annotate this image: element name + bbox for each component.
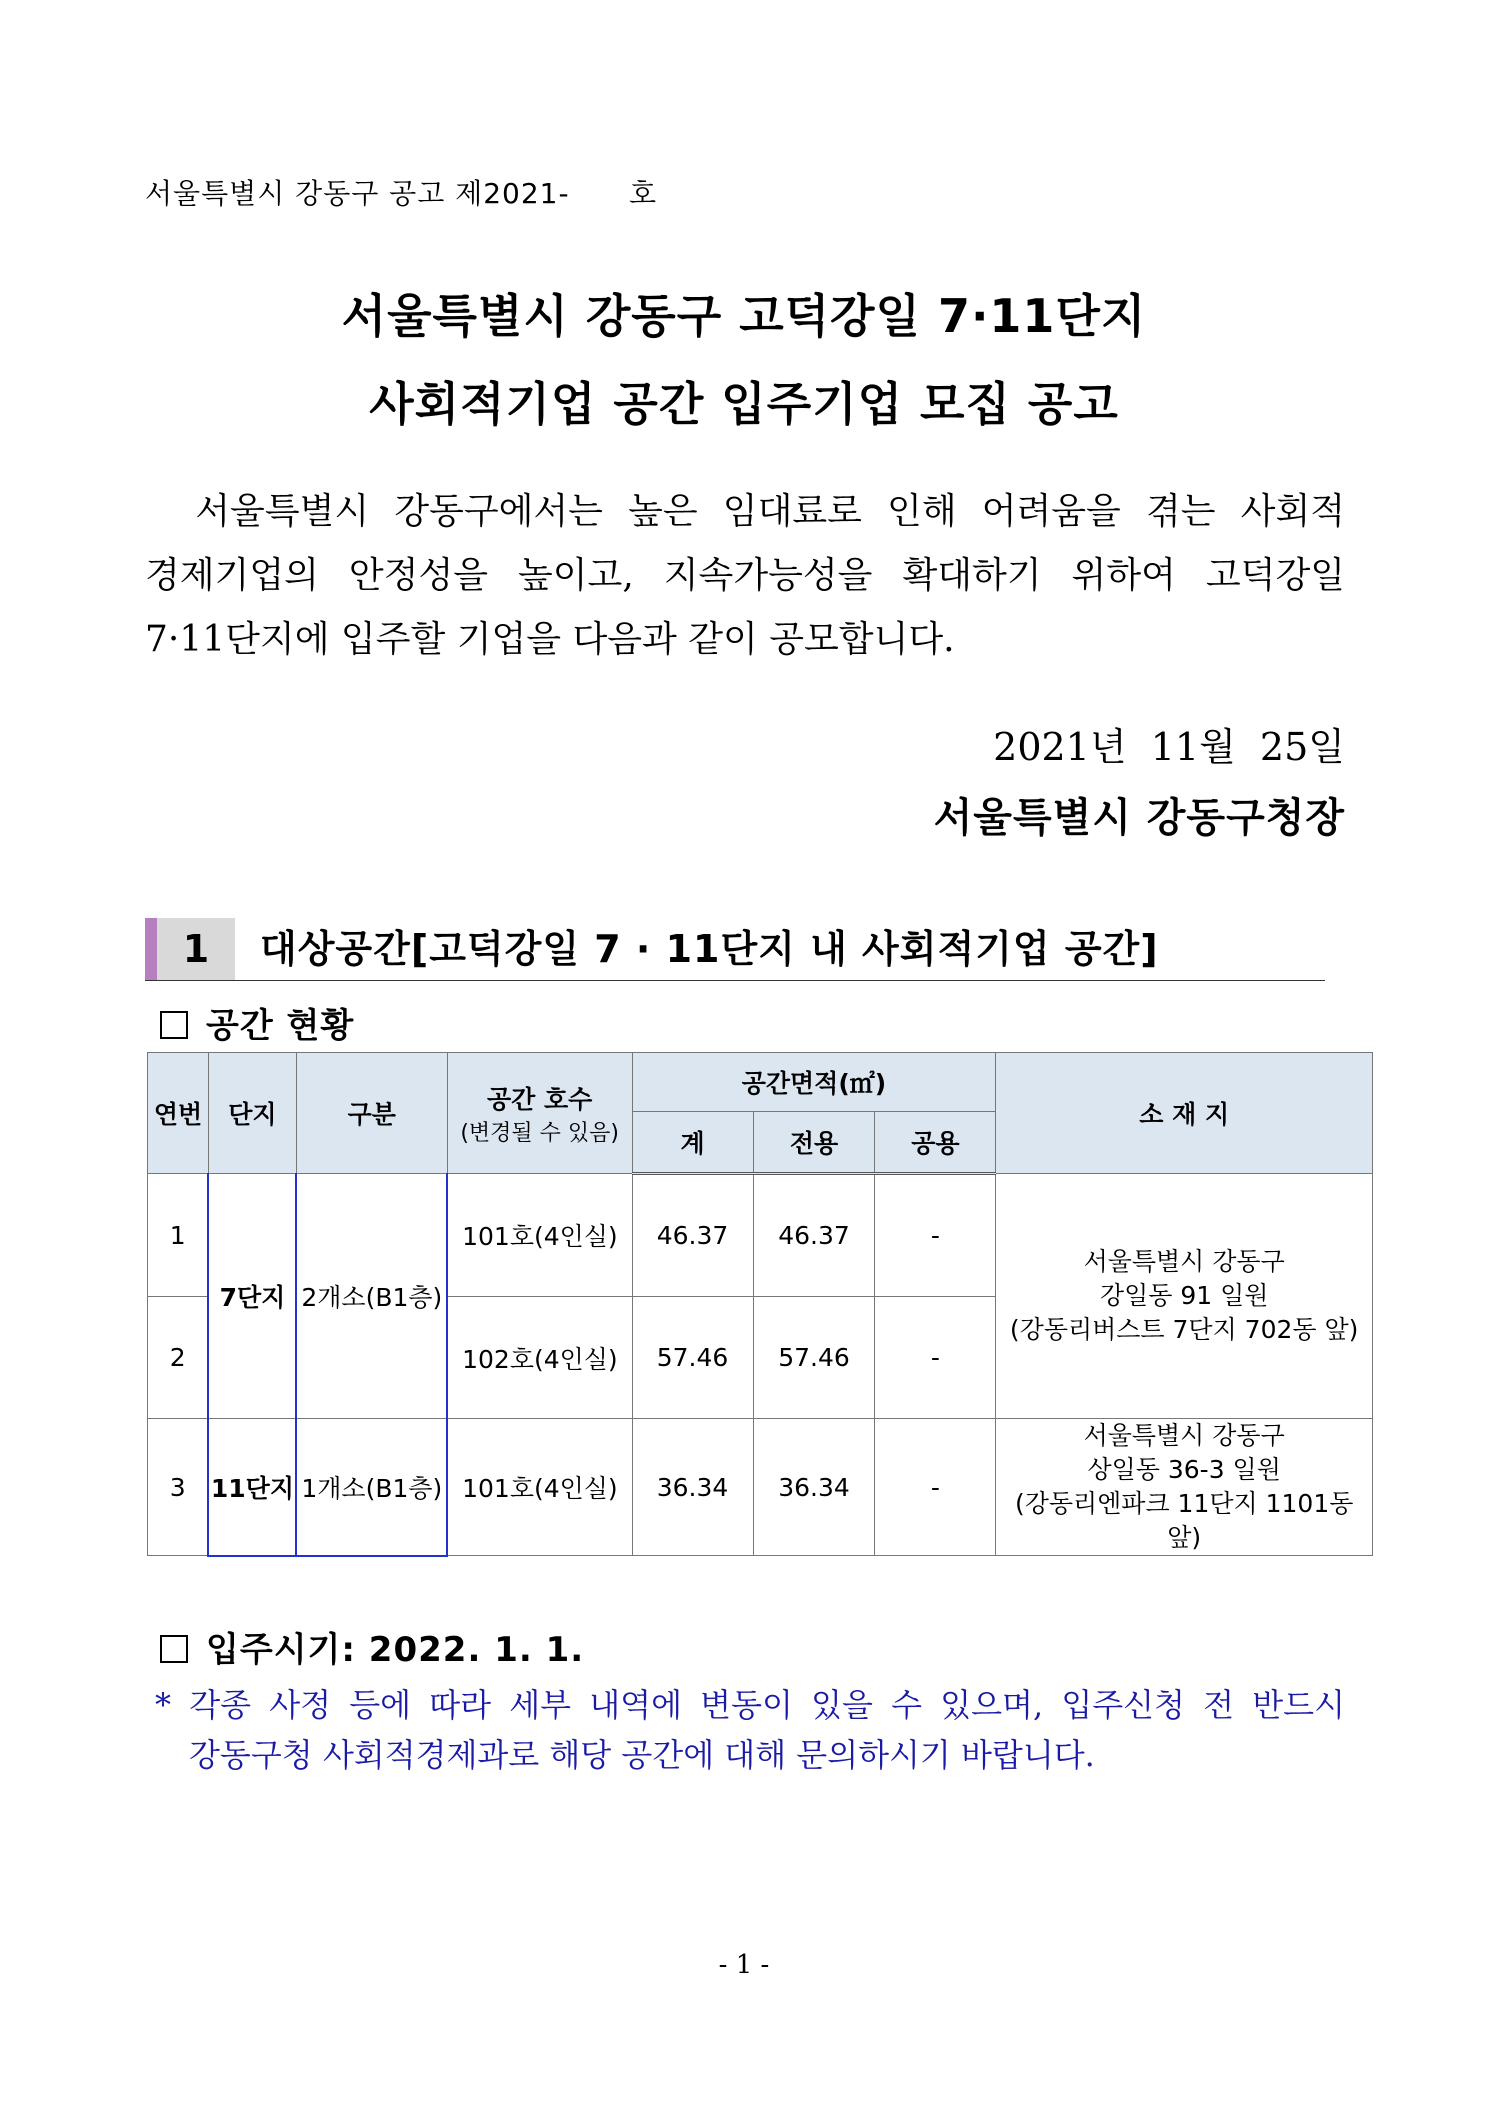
cell-common: -	[875, 1174, 996, 1297]
subsection-move-in-date	[160, 1622, 584, 1671]
header-total: 계	[632, 1112, 753, 1174]
location-line: (강동리엔파크 11단지 1101동 앞)	[1014, 1489, 1354, 1552]
subsection-label: 입주시기: 2022. 1. 1.	[206, 1630, 585, 1670]
cell-no: 3	[148, 1419, 209, 1556]
subsection-space-status	[160, 998, 354, 1047]
section-title: 대상공간[고덕강일 7 · 11단지 내 사회적기업 공간]	[260, 927, 1159, 971]
notice-number: 서울특별시 강동구 공고 제2021- 호	[145, 177, 658, 210]
header-location: 소 재 지	[996, 1053, 1373, 1174]
cell-exclusive: 36.34	[753, 1419, 875, 1556]
announcement-date: 2021년 11월 25일	[993, 725, 1345, 769]
header-area: 공간면적(㎡)	[632, 1053, 996, 1112]
cell-no: 1	[148, 1174, 209, 1297]
cell-exclusive: 57.46	[753, 1297, 875, 1419]
cell-location	[996, 1174, 1373, 1419]
section-number: 1	[145, 918, 235, 980]
table-row	[148, 1419, 1373, 1556]
intro-paragraph	[145, 480, 1345, 672]
subsection-label: 공간 현황	[206, 1006, 355, 1046]
intro-line: 7·11단지에 입주할 기업을 다음과 같이 공모합니다.	[145, 619, 955, 660]
cell-room: 101호(4인실)	[447, 1174, 632, 1297]
header-complex: 단지	[208, 1053, 296, 1174]
cell-room: 102호(4인실)	[447, 1297, 632, 1419]
square-bullet-icon	[160, 1011, 188, 1039]
page-number: - 1 -	[718, 1950, 770, 1980]
document-title-line1: 서울특별시 강동구 고덕강일 7·11단지	[341, 289, 1147, 343]
header-no: 연번	[148, 1053, 209, 1174]
intro-line: 서울특별시 강동구에서는 높은 임대료로 인해 어려움을 겪는 사회적	[145, 491, 1345, 532]
header-room-note: (변경될 수 있음)	[460, 1120, 619, 1146]
cell-no: 2	[148, 1297, 209, 1419]
cell-location	[996, 1419, 1373, 1556]
space-status-table	[147, 1052, 1373, 1557]
location-line: 강일동 91 일원	[1099, 1281, 1269, 1310]
square-bullet-icon	[160, 1635, 188, 1663]
remark-line: 강동구청 사회적경제과로 해당 공간에 대해 문의하시기 바랍니다.	[189, 1736, 1095, 1774]
header-room	[447, 1053, 632, 1174]
table-row	[148, 1174, 1373, 1297]
cell-room: 101호(4인실)	[447, 1419, 632, 1556]
cell-common: -	[875, 1419, 996, 1556]
location-line: 상일동 36-3 일원	[1087, 1455, 1281, 1484]
cell-exclusive: 46.37	[753, 1174, 875, 1297]
cell-complex: 7단지	[208, 1174, 296, 1419]
section-header	[145, 918, 1325, 981]
header-common: 공용	[875, 1112, 996, 1174]
document-title-line2: 사회적기업 공간 입주기업 모집 공고	[369, 377, 1119, 431]
header-type: 구분	[296, 1053, 447, 1174]
location-line: 서울특별시 강동구	[1083, 1247, 1285, 1276]
cell-total: 57.46	[632, 1297, 753, 1419]
header-room-label: 공간 호수	[487, 1084, 593, 1114]
cell-common: -	[875, 1297, 996, 1419]
cell-total: 46.37	[632, 1174, 753, 1297]
cell-type: 2개소(B1층)	[296, 1174, 447, 1419]
intro-line: 경제기업의 안정성을 높이고, 지속가능성을 확대하기 위하여 고덕강일	[145, 555, 1345, 596]
notice-remark	[155, 1680, 1345, 1780]
header-exclusive: 전용	[753, 1112, 875, 1174]
remark-line: * 각종 사정 등에 따라 세부 내역에 변동이 있을 수 있으며, 입주신청 전 반드시	[155, 1686, 1345, 1724]
cell-complex: 11단지	[208, 1419, 296, 1556]
cell-total: 36.34	[632, 1419, 753, 1556]
issuer: 서울특별시 강동구청장	[933, 795, 1345, 841]
location-line: (강동리버스트 7단지 702동 앞)	[1009, 1315, 1359, 1344]
location-line: 서울특별시 강동구	[1083, 1421, 1285, 1450]
cell-type: 1개소(B1층)	[296, 1419, 447, 1556]
